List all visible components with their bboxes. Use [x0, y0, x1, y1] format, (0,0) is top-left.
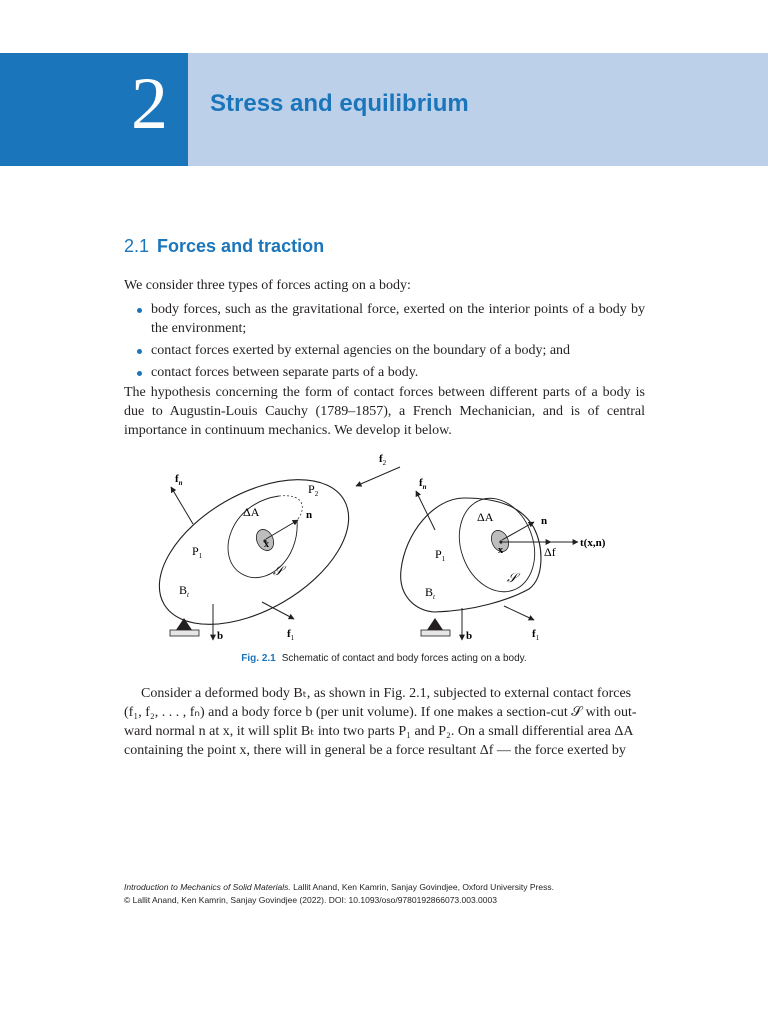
label-right-df: Δf: [544, 545, 556, 559]
right-point-x: [499, 540, 502, 543]
chapter-number: 2: [131, 63, 168, 145]
label-left-b: b: [217, 630, 224, 642]
list-item: [124, 300, 645, 338]
paragraph-line: Consider a deformed body Bₜ, as shown in Fig. 2.1, subjected to external contact forces: [141, 686, 632, 701]
section-heading: [124, 236, 324, 257]
left-body-diagram: [135, 450, 400, 653]
figure-caption-text: Schematic of contact and body forces acting on a body.: [281, 653, 527, 664]
left-body-outline: [135, 450, 373, 653]
label-right-x: x: [498, 545, 503, 556]
label-right-bt: $B_t$: [425, 585, 435, 601]
label-left-n: n: [306, 509, 313, 521]
paragraph-cauchy: The hypothesis concerning the form of contact forces between different parts of a body is due to Augustin-Louis Cauchy (1789–1857), a French Mechanician, and is of central importance in continuum mechanics. We develop it below.: [124, 385, 645, 438]
label-right-S: 𝒮: [507, 570, 518, 585]
left-support-base: [170, 630, 199, 636]
right-body-diagram: [401, 477, 606, 642]
label-left-dA: ΔA: [243, 505, 260, 519]
left-normal-arrow: [266, 520, 298, 539]
chapter-header: [0, 53, 768, 166]
figure-caption: [0, 653, 768, 664]
bullet-dot-icon: [137, 308, 142, 313]
right-support-triangle: [427, 618, 443, 630]
label-left-p1: $P_1$: [192, 544, 203, 560]
label-left-bt: $B_t$: [179, 583, 189, 599]
paragraph-line: containing the point x, there will in general be a force resultant Δf — the force exerted by: [124, 743, 626, 758]
right-f1-arrow: [504, 606, 534, 620]
figure-diagram: [124, 448, 645, 653]
bullet-text: body forces, such as the gravitational force, exerted on the interior points of a body by the environment;: [151, 302, 645, 336]
label-right-f1: $f_1$: [532, 628, 540, 642]
bullet-list: [124, 297, 645, 382]
label-right-p1: $P_1$: [435, 547, 446, 563]
label-right-b: b: [466, 630, 473, 642]
label-right-dA: ΔA: [477, 510, 494, 524]
paragraph-line: ward normal n at x, it will split Bₜ into two parts P₁ and P₂. On a small differential area ΔA: [124, 724, 634, 739]
section-number: 2.1: [124, 236, 150, 256]
footer-authors: Lallit Anand, Ken Kamrin, Sanjay Govindjee, Oxford University Press.: [293, 882, 554, 892]
figure-label: Fig. 2.1: [241, 653, 276, 664]
bullet-text: contact forces between separate parts of a body.: [151, 365, 419, 380]
intro-text: We consider three types of forces acting on a body:: [124, 278, 411, 293]
right-support-base: [421, 630, 450, 636]
right-body-outline: [401, 498, 541, 612]
paragraph-line: (f₁, f₂, . . . , fₙ) and a body force b (per unit volume). If one makes a section-cut 𝒮 with out-: [124, 705, 637, 720]
label-right-n: n: [541, 515, 548, 527]
left-section-cut-hidden: [279, 496, 302, 520]
label-left-p2: $P_2$: [308, 482, 319, 498]
footer-citation: [124, 881, 664, 907]
footer-line-1: [124, 881, 664, 894]
figure-2-1: [124, 448, 645, 653]
bullet-text: contact forces exerted by external agencies on the boundary of a body; and: [151, 343, 571, 358]
chapter-title-block: [188, 53, 768, 166]
book-title: Introduction to Mechanics of Solid Materials.: [124, 882, 291, 892]
list-item: [124, 341, 645, 360]
chapter-title: Stress and equilibrium: [210, 90, 469, 117]
label-right-t: t(x,n): [580, 537, 606, 549]
paragraph-deformed-body: [124, 684, 645, 760]
left-support-triangle: [176, 618, 192, 630]
label-right-fn: $f_n$: [419, 477, 427, 491]
left-fn-arrow: [171, 487, 193, 524]
label-left-fn: $f_n$: [175, 473, 183, 487]
label-left-f1: $f_1$: [287, 628, 295, 642]
footer-line-2: © Lallit Anand, Ken Kamrin, Sanjay Govindjee (2022). DOI: 10.1093/oso/9780192866073.003.0003: [124, 895, 497, 905]
left-f2-arrow: [356, 467, 400, 486]
label-left-x: x: [264, 539, 269, 550]
list-item: [124, 363, 645, 382]
section-title: Forces and traction: [157, 236, 325, 256]
chapter-number-block: [0, 53, 188, 166]
bullet-dot-icon: [137, 349, 142, 354]
right-normal-arrow: [502, 522, 534, 540]
bullet-dot-icon: [137, 371, 142, 376]
label-left-S: 𝒮: [273, 563, 284, 578]
label-left-f2: $f_2$: [379, 453, 387, 467]
